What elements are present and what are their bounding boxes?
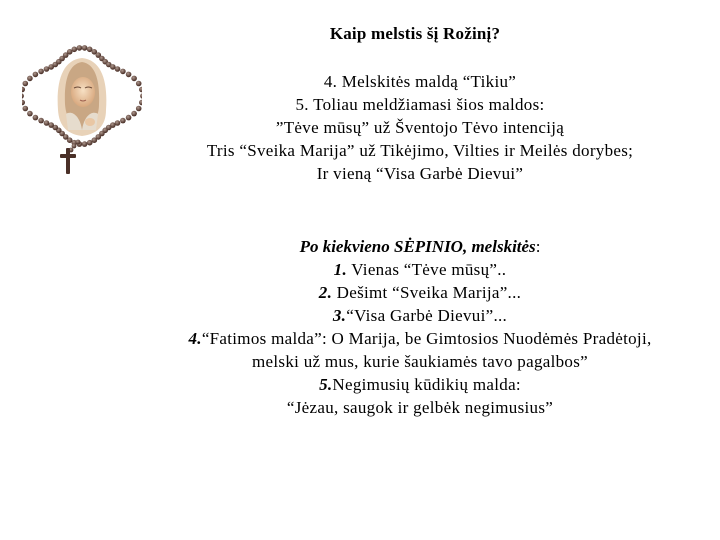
rosary-bead bbox=[77, 45, 83, 51]
decade-item-5 bbox=[130, 373, 710, 396]
rosary-bead bbox=[140, 93, 142, 99]
slide-title: Kaip melstis šį Rožinį? bbox=[329, 24, 501, 43]
item-text: “Fatimos malda”: O Marija, be Gimtosios Nuodėmės Pradėtoji, bbox=[201, 329, 652, 348]
intro-line: Ir vieną “Visa Garbė Dievui” bbox=[316, 164, 524, 183]
rosary-bead bbox=[87, 140, 93, 146]
rosary-bead bbox=[82, 141, 88, 147]
decade-item-5-cont: “Jėzau, saugok ir gelbėk negimusius” bbox=[286, 398, 554, 417]
item-text: “Visa Garbė Dievui”... bbox=[346, 306, 508, 325]
rosary-bead bbox=[82, 45, 88, 51]
rosary-bead bbox=[38, 69, 44, 75]
rosary-bead bbox=[22, 87, 25, 93]
decade-heading-colon: : bbox=[535, 237, 541, 256]
rosary-bead bbox=[72, 144, 77, 149]
rosary-bead bbox=[72, 47, 78, 53]
rosary-bead bbox=[33, 72, 39, 78]
decade-instructions bbox=[130, 235, 710, 419]
rosary-bead bbox=[131, 76, 137, 82]
intro-line: ”Tėve mūsų” už Šventojo Tėvo intenciją bbox=[275, 118, 565, 137]
rosary-bead bbox=[27, 111, 33, 117]
rosary-bead bbox=[38, 118, 44, 124]
rosary-bead bbox=[126, 115, 132, 121]
rosary-bead bbox=[131, 111, 137, 117]
decade-item-3 bbox=[130, 304, 710, 327]
rosary-bead bbox=[23, 106, 29, 112]
rosary-bead bbox=[33, 115, 39, 121]
rosary-bead bbox=[136, 106, 142, 112]
rosary-bead bbox=[120, 69, 126, 75]
rosary-bead bbox=[44, 120, 50, 126]
rosary-bead bbox=[76, 140, 81, 145]
rosary-bead bbox=[126, 72, 132, 78]
rosary-bead bbox=[23, 81, 29, 87]
rosary-bead bbox=[115, 66, 121, 72]
item-text: Dešimt “Sveika Marija”... bbox=[332, 283, 522, 302]
rosary-bead bbox=[139, 100, 142, 106]
rosary-bead bbox=[136, 81, 142, 87]
intro-line: 5. Toliau meldžiamasi šios maldos: bbox=[295, 95, 545, 114]
decade-item-2 bbox=[130, 281, 710, 304]
item-number: 1. bbox=[333, 260, 347, 279]
decade-item-4 bbox=[130, 327, 710, 350]
intro-line: 4. Melskitės maldą “Tikiu” bbox=[323, 72, 517, 91]
rosary-with-virgin-mary-icon bbox=[22, 30, 142, 190]
decade-heading bbox=[130, 235, 710, 258]
item-number: 2. bbox=[318, 283, 333, 302]
item-number: 3. bbox=[332, 306, 347, 325]
item-text: Negimusių kūdikių malda: bbox=[332, 375, 521, 394]
item-text: Vienas “Tėve mūsų”.. bbox=[347, 260, 507, 279]
rosary-bead bbox=[139, 87, 142, 93]
intro-text bbox=[160, 70, 680, 185]
item-number: 5. bbox=[319, 375, 333, 394]
rosary-bead bbox=[27, 76, 33, 82]
rosary-bead bbox=[22, 100, 25, 106]
rosary-bead bbox=[120, 118, 126, 124]
decade-item-4-cont: melski už mus, kurie šaukiamės tavo pagalbos” bbox=[252, 352, 588, 371]
decade-item-1 bbox=[130, 258, 710, 281]
decade-heading-text: Po kiekvieno SĖPINIO, melskitės bbox=[299, 237, 536, 256]
intro-line: Tris “Sveika Marija” už Tikėjimo, Vilties ir Meilės dorybes; bbox=[206, 141, 634, 160]
rosary-bead bbox=[22, 93, 24, 99]
item-number: 4. bbox=[188, 329, 202, 348]
